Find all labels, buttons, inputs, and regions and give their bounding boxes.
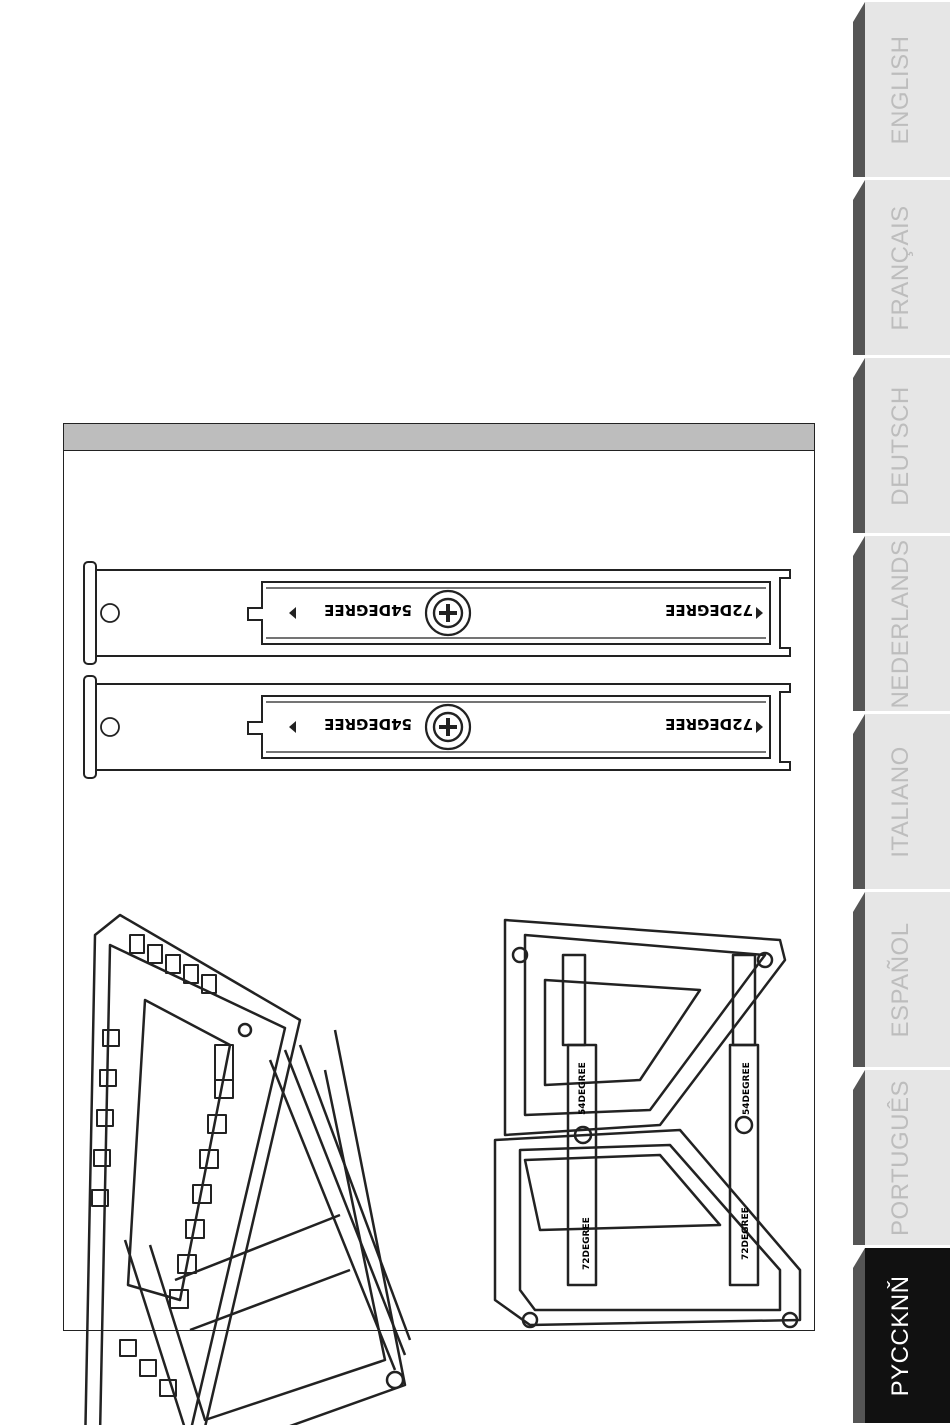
strut-illustration-2 — [84, 676, 790, 778]
language-tab-strip — [853, 0, 950, 1425]
underside-strut-a-label-54: 54DEGREE — [578, 1062, 588, 1115]
strut-2-label-72: 72DEGREE — [665, 715, 753, 733]
strut-1-label-72: 72DEGREE — [665, 601, 753, 619]
tab-francais[interactable] — [853, 180, 950, 355]
underside-strut-b-label-54: 54DEGREE — [742, 1062, 752, 1115]
tab-portugues-label: PORTUGUÊS — [887, 1079, 914, 1236]
panel-on-stand-drawing — [85, 915, 410, 1425]
tab-espanol[interactable] — [853, 892, 950, 1067]
tab-nederlands[interactable] — [853, 536, 950, 711]
tab-deutsch[interactable] — [853, 358, 950, 533]
underside-strut-b-label-72: 72DEGREE — [741, 1207, 751, 1260]
tab-espanol-label: ESPAÑOL — [887, 921, 914, 1038]
tab-deutsch-label: DEUTSCH — [887, 385, 914, 506]
strut-2-label-54: 54DEGREE — [324, 715, 412, 733]
tab-russian-label: PYCCKNŇ — [887, 1275, 914, 1396]
tab-nederlands-label: NEDERLANDS — [887, 538, 914, 709]
tab-portugues[interactable] — [853, 1070, 950, 1245]
tab-russian[interactable] — [853, 1248, 950, 1423]
tab-english[interactable] — [853, 2, 950, 177]
tab-english-label: ENGLISH — [887, 35, 914, 144]
underside-strut-a-label-72: 72DEGREE — [582, 1217, 592, 1270]
tab-italiano-label: ITALIANO — [887, 745, 914, 858]
strut-1-label-54: 54DEGREE — [324, 601, 412, 619]
strut-illustration-1 — [84, 562, 790, 664]
tab-francais-label: FRANÇAIS — [887, 204, 914, 331]
tab-italiano[interactable] — [853, 714, 950, 889]
stand-underside-drawing — [495, 920, 800, 1327]
